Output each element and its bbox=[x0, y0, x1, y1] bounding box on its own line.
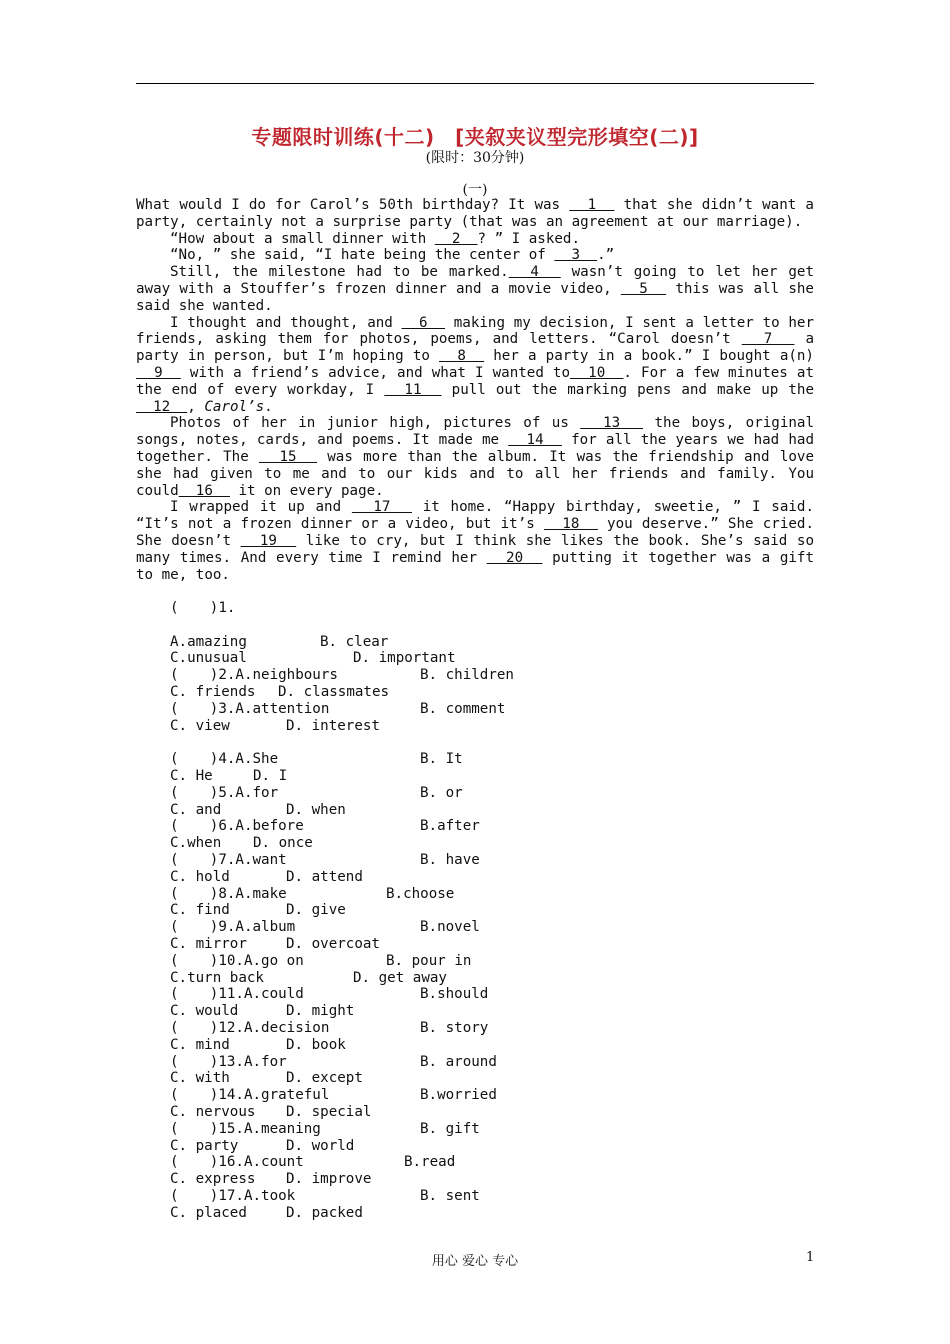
blank-10: 10 bbox=[570, 364, 624, 381]
header-rule bbox=[136, 83, 814, 84]
option: B. comment bbox=[420, 700, 506, 717]
option: B.after bbox=[420, 818, 480, 835]
question-stem: C. find bbox=[170, 902, 230, 919]
paragraph-3: “No, ” she said, “I hate being the center of 3 .” bbox=[170, 247, 615, 264]
option: D. once bbox=[253, 835, 313, 852]
question-stem: C. mind bbox=[170, 1036, 230, 1053]
option: B. pour in bbox=[386, 952, 472, 969]
question-line bbox=[136, 600, 814, 617]
page-number: 1 bbox=[806, 1250, 815, 1265]
question-stem: ( )3.A.attention bbox=[170, 700, 330, 717]
section-label: (一) bbox=[462, 182, 488, 198]
option: D. book bbox=[286, 1036, 346, 1053]
blank-18: 18 bbox=[543, 516, 598, 533]
footer-motto: 用心 爱心 专心 bbox=[431, 1254, 519, 1269]
question-line bbox=[136, 818, 814, 835]
question-stem: ( )17.A.took bbox=[170, 1187, 296, 1204]
blank-13: 13 bbox=[580, 415, 644, 432]
blank-17: 17 bbox=[351, 499, 412, 516]
option: D. classmates bbox=[278, 683, 390, 700]
question-line bbox=[136, 1087, 814, 1104]
question-stem: C. view bbox=[170, 717, 230, 734]
question-line bbox=[136, 634, 814, 651]
question-line bbox=[136, 1171, 814, 1188]
option: B. story bbox=[420, 1019, 489, 1036]
paragraph-7: I wrapped it up and 17 it home. “Happy birthday, sweetie, ” I said. “It’s not a frozen dinner or a video, but it’s 18 you deserve.” She cried. She doesn’t 19 like to cry, but I think she likes the book. She’s said so many times. And every time I remind her 20 putting it together was a gift to me, too. bbox=[136, 499, 815, 583]
question-stem: C.when bbox=[170, 835, 222, 852]
question-stem: ( )1. bbox=[170, 600, 236, 616]
option: D. interest bbox=[286, 717, 380, 734]
question-stem: ( )4.A.She bbox=[170, 751, 279, 768]
question-line bbox=[136, 667, 814, 684]
option: D. when bbox=[286, 801, 346, 818]
paragraph-1: What would I do for Carol’s 50th birthday? It was 1 that she didn’t want a party, certainly not a surprise party (that was an agreement at our marriage). bbox=[136, 197, 814, 230]
option: B. children bbox=[420, 667, 514, 684]
option: D. attend bbox=[286, 868, 363, 885]
question-stem: ( )5.A.for bbox=[170, 784, 279, 801]
time-limit: (限时：30分钟) bbox=[425, 150, 525, 166]
blank-14: 14 bbox=[508, 432, 562, 449]
question-line bbox=[136, 768, 814, 785]
paragraph-6: Photos of her in junior high, pictures of us 13 the boys, original songs, notes, cards, and poems. It made me 14 for all the years we had had together. The 15 was more than the album. It was the friendship and love she had given to me and to our kids and to all her friends and family. You could 16 it on every page. bbox=[136, 415, 815, 499]
question-line bbox=[136, 1121, 814, 1138]
option: D. special bbox=[286, 1103, 372, 1120]
option: D. might bbox=[286, 1003, 355, 1020]
blank-16: 16 bbox=[178, 482, 230, 499]
spacer bbox=[136, 734, 814, 751]
question-stem: C.turn back bbox=[170, 969, 264, 986]
question-line bbox=[136, 1003, 814, 1020]
question-line bbox=[136, 1054, 814, 1071]
question-stem: C. placed bbox=[170, 1204, 247, 1221]
question-line bbox=[136, 936, 814, 953]
question-stem: C. He bbox=[170, 767, 213, 784]
option: D. packed bbox=[286, 1204, 363, 1221]
question-line bbox=[136, 701, 814, 718]
option: B. around bbox=[420, 1053, 497, 1070]
question-stem: ( )16.A.count bbox=[170, 1154, 304, 1171]
question-stem: ( )11.A.could bbox=[170, 986, 304, 1003]
blank-20: 20 bbox=[486, 549, 543, 566]
paragraph-4: Still, the milestone had to be marked. 4 wasn’t going to let her get away with a Stouffer’s frozen dinner and a movie video, 5 this was all she said she wanted. bbox=[136, 264, 814, 314]
option: B.should bbox=[420, 986, 489, 1003]
question-line bbox=[136, 1020, 814, 1037]
option: D. improve bbox=[286, 1171, 372, 1188]
question-stem: A.amazing bbox=[170, 633, 247, 650]
option: D. world bbox=[286, 1137, 355, 1154]
question-stem: C. friends bbox=[170, 683, 256, 700]
question-line bbox=[136, 902, 814, 919]
question-line bbox=[136, 802, 814, 819]
question-stem: ( )13.A.for bbox=[170, 1053, 287, 1070]
question-line bbox=[136, 1154, 814, 1171]
blank-9: 9 bbox=[136, 364, 181, 381]
question-line bbox=[136, 1037, 814, 1054]
paragraph-5: I thought and thought, and 6 making my decision, I sent a letter to her friends, asking them for photos, poems, and letters. “Carol doesn’t 7 a party in person, but I’m hoping to 8 her a party in a book.” I bought a(n) 9 with a friend’s advice, and what I wanted to 10 . For a few minutes at the end of every workday, I 11 pull out the marking pens and make up the 12 , Carol’s. bbox=[136, 314, 815, 415]
blank-5: 5 bbox=[620, 280, 667, 297]
question-line bbox=[136, 1188, 814, 1205]
option: B. have bbox=[420, 851, 480, 868]
question-stem: ( )8.A.make bbox=[170, 885, 287, 902]
question-stem: C. nervous bbox=[170, 1103, 256, 1120]
question-line bbox=[136, 835, 814, 852]
option: B. or bbox=[420, 784, 463, 801]
question-stem: ( )10.A.go on bbox=[170, 952, 304, 969]
question-stem: C. would bbox=[170, 1003, 239, 1020]
question-line bbox=[136, 919, 814, 936]
question-line bbox=[136, 1104, 814, 1121]
question-line bbox=[136, 1138, 814, 1155]
paragraph-2: “How about a small dinner with 2 ? ” I asked. bbox=[170, 230, 581, 247]
option: B.read bbox=[404, 1154, 456, 1171]
page-title: 专题限时训练(十二) [夹叙夹议型完形填空(二)] bbox=[251, 125, 699, 149]
blank-8: 8 bbox=[439, 348, 485, 365]
question-line bbox=[136, 718, 814, 735]
question-line bbox=[136, 751, 814, 768]
question-stem: C. express bbox=[170, 1171, 256, 1188]
blank-4: 4 bbox=[508, 264, 561, 281]
option: B. sent bbox=[420, 1187, 480, 1204]
option: B. gift bbox=[420, 1120, 480, 1137]
blank-1: 1 bbox=[569, 197, 615, 213]
option: B. It bbox=[420, 751, 463, 768]
question-stem: C. with bbox=[170, 1070, 230, 1087]
spacer bbox=[136, 617, 814, 634]
question-line bbox=[136, 684, 814, 701]
option: D. give bbox=[286, 902, 346, 919]
question-line bbox=[136, 650, 814, 667]
question-stem: ( )9.A.album bbox=[170, 919, 296, 936]
question-stem: C. and bbox=[170, 801, 222, 818]
question-line bbox=[136, 886, 814, 903]
question-stem: ( )12.A.decision bbox=[170, 1019, 330, 1036]
question-stem: ( )7.A.want bbox=[170, 851, 287, 868]
blank-7: 7 bbox=[741, 331, 795, 348]
question-list bbox=[136, 600, 814, 1221]
question-stem: C. party bbox=[170, 1137, 239, 1154]
question-line bbox=[136, 970, 814, 987]
blank-6: 6 bbox=[401, 314, 446, 331]
cloze-passage bbox=[136, 197, 814, 583]
option: D. except bbox=[286, 1070, 363, 1087]
question-line bbox=[136, 785, 814, 802]
option: D. get away bbox=[353, 969, 447, 986]
question-line bbox=[136, 852, 814, 869]
question-stem: C. mirror bbox=[170, 935, 247, 952]
question-stem: ( )6.A.before bbox=[170, 818, 304, 835]
question-line bbox=[136, 953, 814, 970]
question-stem: ( )15.A.meaning bbox=[170, 1120, 321, 1137]
option: D. I bbox=[253, 767, 288, 784]
question-line bbox=[136, 986, 814, 1003]
question-stem: C.unusual bbox=[170, 650, 247, 667]
option: B.worried bbox=[420, 1087, 497, 1104]
option: B. clear bbox=[320, 633, 389, 650]
option: D. overcoat bbox=[286, 935, 380, 952]
option: D. important bbox=[353, 650, 456, 667]
question-stem: ( )2.A.neighbours bbox=[170, 667, 338, 684]
question-stem: ( )14.A.grateful bbox=[170, 1087, 330, 1104]
blank-11: 11 bbox=[384, 381, 442, 398]
question-line bbox=[136, 869, 814, 886]
question-stem: C. hold bbox=[170, 868, 230, 885]
blank-15: 15 bbox=[258, 448, 318, 465]
question-line bbox=[136, 1205, 814, 1222]
blank-3: 3 bbox=[554, 247, 598, 264]
blank-12: 12 bbox=[136, 398, 188, 415]
option: B.choose bbox=[386, 885, 455, 902]
option: B.novel bbox=[420, 919, 480, 936]
blank-2: 2 bbox=[434, 230, 478, 247]
question-line bbox=[136, 1070, 814, 1087]
blank-19: 19 bbox=[240, 532, 297, 549]
